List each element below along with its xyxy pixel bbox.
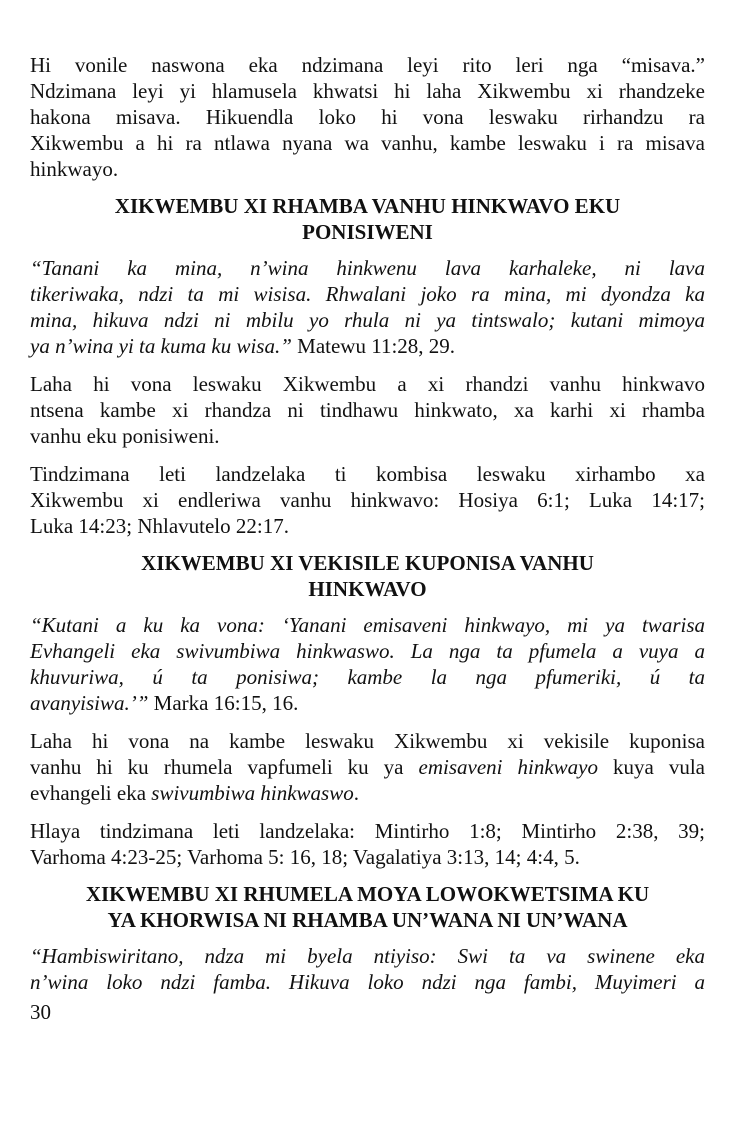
italic-text: “Kutani a ku ka vona: ‘Yanani emisaveni hinkwayo, mi ya twarisa [30, 613, 705, 637]
scripture-quote [30, 255, 705, 359]
text-segment: Matewu 11:28, 29. [291, 334, 456, 358]
text-line [30, 513, 705, 539]
text-segment: HINKWAVO [308, 577, 427, 601]
scripture-quote [30, 943, 705, 995]
text-line [30, 969, 705, 995]
paragraph [30, 371, 705, 449]
text-line [30, 193, 705, 219]
text-line [30, 461, 705, 487]
paragraph [30, 461, 705, 539]
text-segment: Laha hi vona leswaku Xikwembu a xi rhandzi vanhu hinkwavo [30, 372, 705, 396]
text-line [30, 550, 705, 576]
text-line [30, 371, 705, 397]
text-line [30, 397, 705, 423]
text-line [30, 943, 705, 969]
text-line [30, 818, 705, 844]
scripture-quote [30, 612, 705, 716]
text-line [30, 255, 705, 281]
italic-text: khuvuriwa, ú ta ponisiwa; kambe la nga pfumeriki, ú ta [30, 665, 705, 689]
text-line [30, 690, 705, 716]
text-line [30, 219, 705, 245]
text-segment: hakona misava. Hikuendla loko hi vona leswaku rirhandzu ra [30, 105, 705, 129]
text-segment: ntsena kambe xi rhandza ni tindhawu hinkwato, xa karhi xi rhamba [30, 398, 705, 422]
text-line [30, 130, 705, 156]
text-segment: kuya vula [598, 755, 706, 779]
italic-text: ya n’wina yi ta kuma ku wisa.” [30, 334, 292, 358]
text-line [30, 333, 705, 359]
text-segment: XIKWEMBU XI VEKISILE KUPONISA VANHU [141, 551, 594, 575]
paragraph [30, 818, 705, 870]
text-line [30, 104, 705, 130]
text-line [30, 844, 705, 870]
italic-text: “Tanani ka mina, n’wina hinkwenu lava karhaleke, ni lava [30, 256, 705, 280]
text-line [30, 307, 705, 333]
text-line [30, 281, 705, 307]
italic-text: n’wina loko ndzi famba. Hikuva loko ndzi nga fambi, Muyimeri a [30, 970, 705, 994]
text-segment: Luka 14:23; Nhlavutelo 22:17. [30, 514, 289, 538]
section-heading [30, 550, 705, 602]
text-line [30, 576, 705, 602]
italic-text: avanyisiwa.’” [30, 691, 149, 715]
section-heading [30, 193, 705, 245]
text-line [30, 907, 705, 933]
text-line [30, 881, 705, 907]
text-segment: YA KHORWISA NI RHAMBA UN’WANA NI UN’WANA [107, 908, 628, 932]
text-segment: Laha hi vona na kambe leswaku Xikwembu xi vekisile kuponisa [30, 729, 705, 753]
paragraph [30, 52, 705, 182]
text-line [30, 638, 705, 664]
paragraph [30, 728, 705, 806]
text-line [30, 612, 705, 638]
text-line [30, 487, 705, 513]
text-line [30, 156, 705, 182]
text-segment: XIKWEMBU XI RHAMBA VANHU HINKWAVO EKU [114, 194, 621, 218]
text-segment: Xikwembu xi endleriwa vanhu hinkwavo: Hosiya 6:1; Luka 14:17; [30, 488, 705, 512]
text-segment: hinkwayo. [30, 157, 119, 181]
text-segment: PONISIWENI [302, 220, 433, 244]
document-page [30, 52, 705, 1007]
text-segment: Ndzimana leyi yi hlamusela khwatsi hi laha Xikwembu xi rhandzeke [30, 79, 705, 103]
text-segment: evhangeli eka [30, 781, 152, 805]
text-line [30, 754, 705, 780]
text-segment: Hi vonile naswona eka ndzimana leyi rito leri nga “misava.” [30, 53, 705, 77]
text-line [30, 728, 705, 754]
italic-text: “Hambiswiritano, ndza mi byela ntiyiso: Swi ta va swinene eka [30, 944, 705, 968]
section-heading [30, 881, 705, 933]
text-segment: XIKWEMBU XI RHUMELA MOYA LOWOKWETSIMA KU [85, 882, 650, 906]
text-line [30, 664, 705, 690]
text-line [30, 78, 705, 104]
page-number: 30 [30, 1000, 51, 1024]
text-segment: . [353, 781, 359, 805]
text-segment: Xikwembu a hi ra ntlawa nyana wa vanhu, kambe leswaku i ra misava [30, 131, 705, 155]
text-line [30, 423, 705, 449]
text-segment: Varhoma 4:23-25; Varhoma 5: 16, 18; Vagalatiya 3:13, 14; 4:4, 5. [30, 845, 580, 869]
italic-text: Evhangeli eka swivumbiwa hinkwaswo. La nga ta pfumela a vuya a [30, 639, 705, 663]
text-line [30, 52, 705, 78]
italic-text: swivumbiwa hinkwaswo [151, 781, 354, 805]
text-segment: Marka 16:15, 16. [148, 691, 299, 715]
italic-text: mina, hikuva ndzi ni mbilu yo rhula ni ya tintswalo; kutani mimoya [30, 308, 705, 332]
text-segment: Tindzimana leti landzelaka ti kombisa leswaku xirhambo xa [30, 462, 705, 486]
text-segment: vanhu hi ku rhumela vapfumeli ku ya [30, 755, 419, 779]
text-line [30, 780, 705, 806]
italic-text: tikeriwaka, ndzi ta mi wisisa. Rhwalani joko ra mina, mi dyondza ka [30, 282, 705, 306]
italic-text: emisaveni hinkwayo [418, 755, 598, 779]
text-segment: vanhu eku ponisiweni. [30, 424, 220, 448]
text-segment: Hlaya tindzimana leti landzelaka: Mintirho 1:8; Mintirho 2:38, 39; [30, 819, 705, 843]
